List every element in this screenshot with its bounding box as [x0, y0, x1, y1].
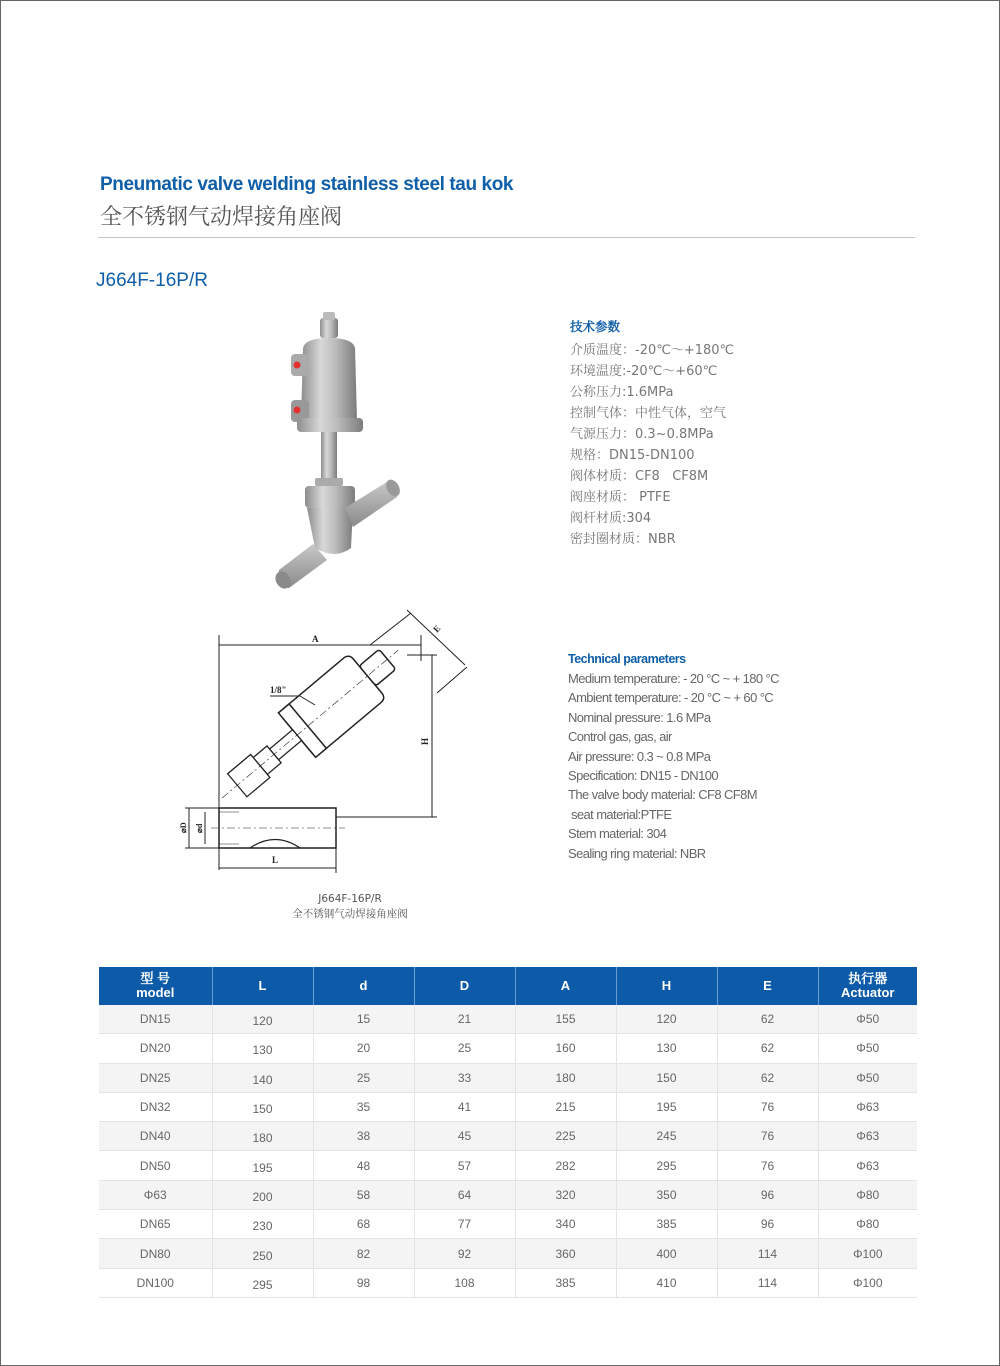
header-label: 执行器	[848, 971, 888, 986]
dimension-table	[99, 967, 917, 1298]
cell-model: DN100	[99, 1268, 212, 1297]
cell-e: 62	[717, 1063, 818, 1092]
header-sublabel: model	[136, 985, 175, 1000]
cell-actuator: Φ80	[818, 1210, 917, 1239]
specs-chinese	[570, 318, 734, 550]
cell-e: 76	[717, 1092, 818, 1121]
title-chinese: 全不锈钢气动焊接角座阀	[100, 205, 343, 230]
cell-d-large: 64	[414, 1180, 515, 1209]
cell-h: 245	[616, 1122, 717, 1151]
cell-l: 195	[212, 1151, 313, 1180]
spec-row: 介质温度：-20℃～+180℃	[570, 343, 735, 358]
cell-a: 282	[515, 1151, 616, 1180]
cell-d-large: 25	[414, 1034, 515, 1063]
label-d: ⌀d	[195, 823, 204, 833]
spec-row: Ambient temperature: - 20 °C ~ + 60 °C	[568, 690, 774, 706]
cell-a: 340	[515, 1210, 616, 1239]
cell-h: 385	[616, 1210, 717, 1239]
table-row	[99, 1034, 917, 1063]
cell-h: 295	[616, 1151, 717, 1180]
table-row	[99, 1092, 917, 1121]
cell-l: 180	[212, 1122, 313, 1151]
cell-a: 180	[515, 1063, 616, 1092]
table-row	[99, 1180, 917, 1209]
cell-actuator: Φ100	[818, 1239, 917, 1268]
cell-actuator: Φ80	[818, 1180, 917, 1209]
cell-e: 114	[717, 1239, 818, 1268]
spec-row: Medium temperature: - 20 °C ~ + 180 °C	[568, 671, 779, 686]
column-header-d-large	[414, 967, 515, 1005]
spec-row: 阀座材质： PTFE	[570, 490, 671, 505]
cell-e: 114	[717, 1268, 818, 1297]
spec-row: seat material:PTFE	[568, 806, 672, 822]
spec-row: 密封圈材质：NBR	[570, 532, 676, 547]
spec-row: Control gas, gas, air	[568, 729, 672, 745]
cell-d-small: 38	[313, 1122, 414, 1151]
cell-model: DN50	[99, 1151, 212, 1180]
spec-row: 阀杆材质:304	[570, 511, 652, 526]
cell-e: 62	[717, 1034, 818, 1063]
cell-l: 130	[212, 1034, 313, 1063]
label-l: L	[272, 855, 279, 865]
header-label: 型 号	[140, 971, 171, 986]
table-body	[99, 1005, 917, 1297]
column-header-e	[717, 967, 818, 1005]
spec-row: 规格：DN15-DN100	[570, 448, 695, 463]
cell-h: 150	[616, 1063, 717, 1092]
cell-actuator: Φ50	[818, 1034, 917, 1063]
cell-d-small: 25	[313, 1063, 414, 1092]
figure-caption	[240, 892, 460, 922]
cell-actuator: Φ50	[818, 1063, 917, 1092]
label-thread: 1/8"	[270, 685, 287, 695]
cell-a: 385	[515, 1268, 616, 1297]
cell-actuator: Φ50	[818, 1005, 917, 1034]
title-divider	[98, 237, 915, 238]
cell-d-small: 20	[313, 1034, 414, 1063]
label-D: ⌀D	[179, 822, 188, 833]
title-english: Pneumatic valve welding stainless steel tau kok	[100, 174, 514, 195]
cell-model: DN65	[99, 1210, 212, 1239]
spec-row: Stem material: 304	[568, 826, 667, 842]
header-label: D	[459, 978, 470, 993]
header-label: H	[661, 978, 672, 993]
caption-model: J664F-16P/R	[318, 893, 382, 905]
label-h: H	[420, 737, 430, 745]
cell-model: Φ63	[99, 1180, 212, 1209]
column-header-l	[212, 967, 313, 1005]
cell-l: 150	[212, 1092, 313, 1121]
spec-row: 公称压力:1.6MPa	[570, 385, 674, 400]
cell-d-large: 108	[414, 1268, 515, 1297]
cell-actuator: Φ63	[818, 1122, 917, 1151]
cell-h: 350	[616, 1180, 717, 1209]
table-row	[99, 1239, 917, 1268]
column-header-model	[99, 967, 212, 1005]
cell-a: 160	[515, 1034, 616, 1063]
cell-d-small: 15	[313, 1005, 414, 1034]
spec-row: Air pressure: 0.3 ~ 0.8 MPa	[568, 748, 711, 764]
cell-e: 96	[717, 1180, 818, 1209]
cell-d-large: 92	[414, 1239, 515, 1268]
spec-row: Specification: DN15 - DN100	[568, 767, 718, 783]
valve-dimension-drawing	[175, 605, 470, 875]
cell-e: 76	[717, 1151, 818, 1180]
table-row	[99, 1063, 917, 1092]
cell-l: 250	[212, 1239, 313, 1268]
table-row	[99, 1210, 917, 1239]
header-label: A	[560, 978, 571, 993]
cell-h: 120	[616, 1005, 717, 1034]
header-label: E	[763, 978, 772, 993]
cell-actuator: Φ63	[818, 1151, 917, 1180]
cell-model: DN25	[99, 1063, 212, 1092]
caption-chinese: 全不锈钢气动焊接角座阀	[292, 908, 408, 920]
cell-l: 140	[212, 1063, 313, 1092]
cell-e: 96	[717, 1210, 818, 1239]
cell-l: 230	[212, 1210, 313, 1239]
cell-d-small: 58	[313, 1180, 414, 1209]
label-e: E	[431, 623, 443, 635]
column-header-actuator	[818, 967, 917, 1005]
cell-actuator: Φ100	[818, 1268, 917, 1297]
cell-model: DN15	[99, 1005, 212, 1034]
cell-d-small: 35	[313, 1092, 414, 1121]
label-a: A	[312, 634, 319, 644]
cell-d-large: 77	[414, 1210, 515, 1239]
table-row	[99, 1122, 917, 1151]
spec-row: 阀体材质：CF8 CF8M	[570, 469, 709, 484]
cell-a: 225	[515, 1122, 616, 1151]
header-label: L	[258, 978, 267, 993]
cell-model: DN20	[99, 1034, 212, 1063]
spec-row: Nominal pressure: 1.6 MPa	[568, 709, 711, 725]
cell-actuator: Φ63	[818, 1092, 917, 1121]
spec-row: 环境温度:-20℃～+60℃	[570, 364, 718, 379]
model-code: J664F-16P/R	[96, 270, 208, 291]
cell-d-small: 82	[313, 1239, 414, 1268]
cell-d-small: 48	[313, 1151, 414, 1180]
header-sublabel: Actuator	[841, 985, 895, 1000]
cell-d-large: 33	[414, 1063, 515, 1092]
column-header-h	[616, 967, 717, 1005]
cell-a: 155	[515, 1005, 616, 1034]
cell-l: 120	[212, 1005, 313, 1034]
spec-row: 气源压力：0.3~0.8MPa	[570, 427, 714, 442]
column-header-d-small	[313, 967, 414, 1005]
cell-model: DN40	[99, 1122, 212, 1151]
specs-english	[568, 650, 779, 863]
valve-photo-icon	[265, 312, 415, 602]
cell-a: 320	[515, 1180, 616, 1209]
cell-d-large: 41	[414, 1092, 515, 1121]
cell-model: DN80	[99, 1239, 212, 1268]
specs-cn-heading: 技术参数	[570, 319, 621, 334]
cell-e: 76	[717, 1122, 818, 1151]
cell-e: 62	[717, 1005, 818, 1034]
spec-row: Sealing ring material: NBR	[568, 845, 706, 861]
cell-model: DN32	[99, 1092, 212, 1121]
cell-d-large: 45	[414, 1122, 515, 1151]
table-row	[99, 1005, 917, 1034]
table-row	[99, 1268, 917, 1297]
spec-row: 控制气体：中性气体，空气	[570, 406, 727, 421]
table-header-row	[99, 967, 917, 1005]
table-row	[99, 1151, 917, 1180]
spec-row: The valve body material: CF8 CF8M	[568, 787, 757, 803]
cell-a: 215	[515, 1092, 616, 1121]
cell-d-small: 98	[313, 1268, 414, 1297]
column-header-a	[515, 967, 616, 1005]
cell-a: 360	[515, 1239, 616, 1268]
cell-d-large: 21	[414, 1005, 515, 1034]
cell-h: 130	[616, 1034, 717, 1063]
specs-en-heading: Technical parameters	[568, 652, 686, 666]
cell-l: 200	[212, 1180, 313, 1209]
cell-l: 295	[212, 1268, 313, 1297]
cell-h: 195	[616, 1092, 717, 1121]
cell-d-small: 68	[313, 1210, 414, 1239]
cell-h: 410	[616, 1268, 717, 1297]
cell-h: 400	[616, 1239, 717, 1268]
cell-d-large: 57	[414, 1151, 515, 1180]
header-label: d	[359, 978, 368, 993]
